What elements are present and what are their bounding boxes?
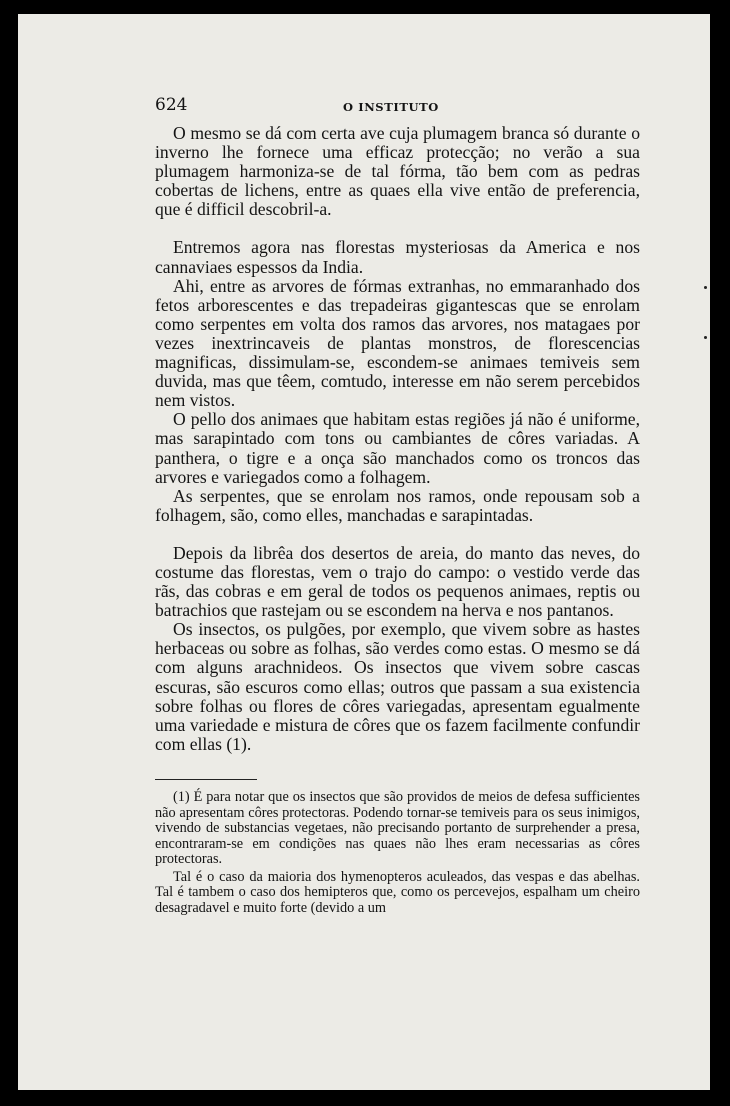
- paragraph: O mesmo se dá com certa ave cuja plumagem branca só durante o inverno lhe fornece uma efficaz protecção; no verão a sua plumagem harmoniza-se de tal fórma, tão bem com as pedras cobertas de lichens, entre as quaes ella vive então de preferencia, que é difficil descobril-a.: [155, 123, 640, 220]
- paragraph: Ahi, entre as arvores de fórmas extranhas, no emmaranhado dos fetos arborescentes e das trepadeiras gigantescas que se enrolam como serpentes em volta dos ramos das arvores, nos matagaes por vezes inextrincaveis de plantas monstros, de florescencias magnificas, dissimulam-se, escondem-se animaes temiveis sem duvida, mas que têem, comtudo, interesse em não serem percebidos nem vistos.: [155, 275, 640, 411]
- paragraph: Entremos agora nas florestas mysteriosas da America e nos cannaviaes espessos da India.: [155, 237, 640, 277]
- footnote: (1) É para notar que os insectos que são providos de meios de defesa sufficientes não apresentam côres protectoras. Podendo tornar-se temiveis para os seus inimigos, vivendo de substancias vegetaes, não precisando portanto de surprehender a presa, encontraram-se em condições nas quaes não lhes eram necessarias as côres protectoras.: [155, 788, 640, 868]
- page-number: 624: [155, 95, 188, 115]
- running-head: [155, 94, 640, 124]
- journal-title: O INSTITUTO: [343, 100, 439, 114]
- paragraph: As serpentes, que se enrolam nos ramos, onde repousam sob a folhagem, são, como elles, manchadas e sarapintadas.: [155, 485, 640, 525]
- ink-speck: [704, 336, 707, 339]
- paragraph: Depois da librêa dos desertos de areia, do manto das neves, do costume das florestas, vem o trajo do campo: o vestido verde das rãs, das cobras e em geral de todos os pequenos animaes, reptis ou batrachios que rastejam ou se escondem na herva e nos pantanos.: [155, 542, 640, 621]
- footnotes: [155, 790, 640, 917]
- footnote-rule: [155, 779, 257, 780]
- paragraph: Os insectos, os pulgões, por exemplo, que vivem sobre as hastes herbaceas ou sobre as folhas, são verdes como estas. O mesmo se dá com alguns arachnideos. Os insectos que vivem sobre cascas escuras, são escuros como ellas; outros que passam a sua existencia sobre folhas ou flores de côres variegadas, apresentam egualmente uma variedade e mistura de côres que os fazem facilmente confundir com ellas (1).: [155, 619, 640, 754]
- page-content: [155, 94, 640, 917]
- body-text: [155, 124, 640, 754]
- ink-speck: [704, 286, 707, 289]
- paragraph: O pello dos animaes que habitam estas regiões já não é uniforme, mas sarapintado com tons ou cambiantes de côres variadas. A panthera, o tigre e a onça são manchados como os troncos das arvores e variegados como a folhagem.: [155, 409, 640, 487]
- book-page: [18, 14, 710, 1090]
- footnote: Tal é o caso da maioria dos hymenopteros aculeados, das vespas e das abelhas. Tal é tambem o caso dos hemipteros que, como os percevejos, espalham um cheiro desagradavel e muito forte (devido a um: [155, 868, 640, 917]
